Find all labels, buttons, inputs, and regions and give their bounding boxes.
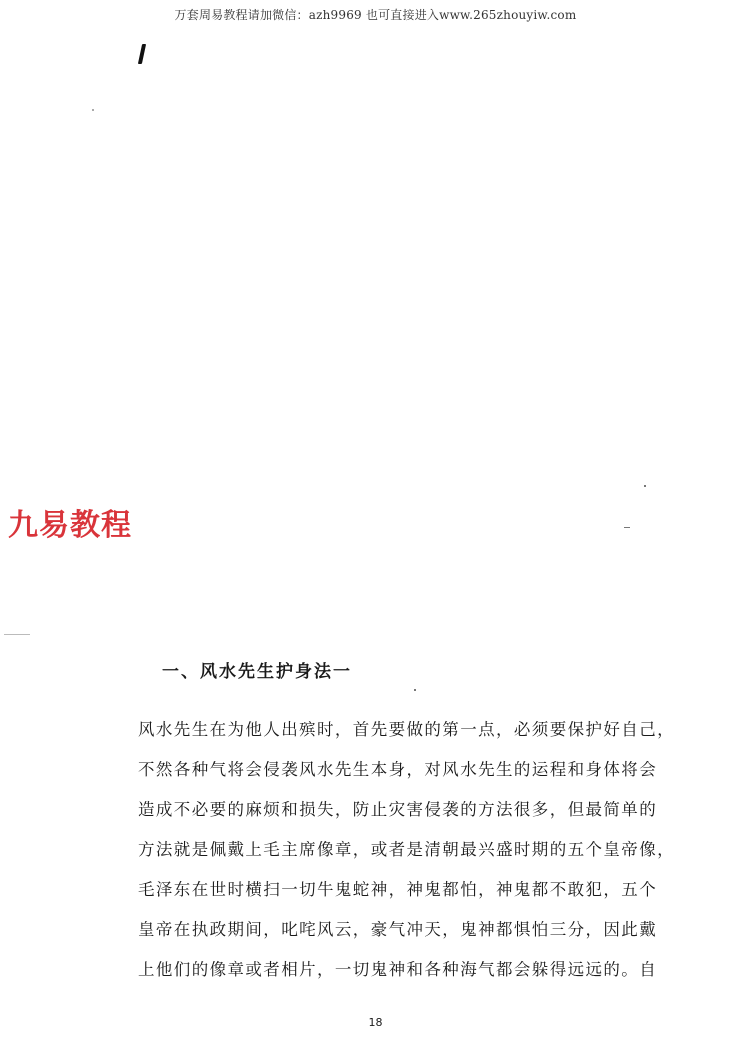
body-paragraph: [138, 718, 678, 998]
scan-speck: [414, 689, 416, 691]
scan-speck: [644, 485, 646, 487]
scan-speck: [624, 527, 630, 528]
body-line: 方法就是佩戴上毛主席像章，或者是清朝最兴盛时期的五个皇帝像，: [138, 840, 675, 859]
body-line: 上他们的像章或者相片，一切鬼神和各种海气都会躲得远远的。自: [138, 960, 658, 979]
watermark-logo: 九易教程: [8, 508, 132, 543]
header-note: 万套周易教程请加微信：azh9969 也可直接进入www.265zhouyiw.com: [174, 8, 577, 22]
scan-mark: [138, 44, 146, 64]
body-line: 皇帝在执政期间，叱咤风云，豪气冲天，鬼神都惧怕三分，因此戴: [138, 920, 658, 939]
scan-speck: [92, 109, 94, 111]
body-line: 造成不必要的麻烦和损失，防止灾害侵袭的方法很多，但最简单的: [138, 800, 658, 819]
page-number: 18: [368, 1016, 383, 1029]
body-line: 毛泽东在世时横扫一切牛鬼蛇神，神鬼都怕，神鬼都不敢犯，五个: [138, 880, 658, 899]
body-line: 风水先生在为他人出殡时，首先要做的第一点，必须要保护好自己，: [138, 720, 675, 739]
section-heading: 一、风水先生护身法一: [162, 662, 352, 682]
body-line: 不然各种气将会侵袭风水先生本身，对风水先生的运程和身体将会: [138, 760, 658, 779]
scan-speck: [4, 634, 30, 635]
